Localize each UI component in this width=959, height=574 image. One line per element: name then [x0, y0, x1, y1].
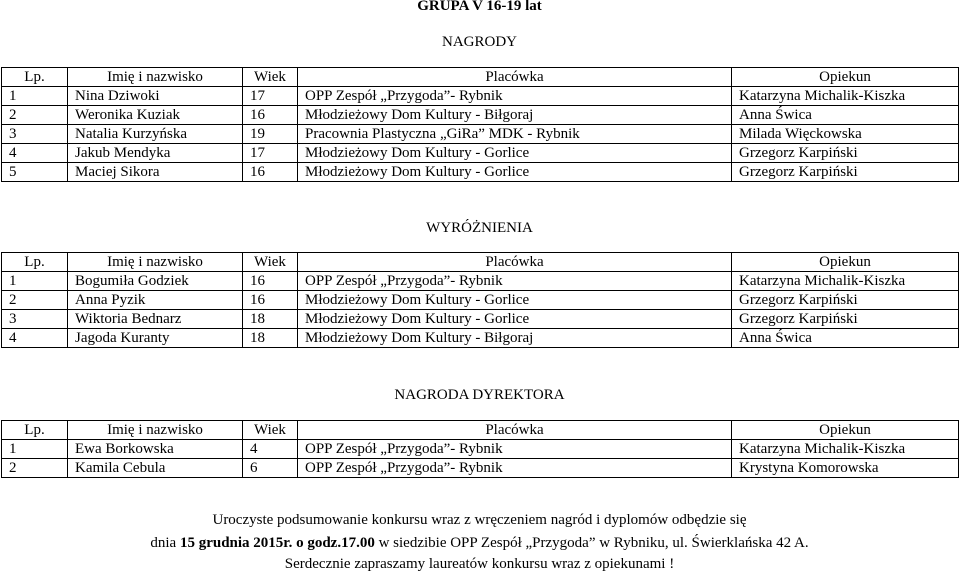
cell-tutor: Katarzyna Michalik-Kiszka	[732, 440, 959, 459]
footer-line-1: Uroczyste podsumowanie konkursu wraz z wręczeniem nagród i dyplomów odbędzie się	[212, 512, 747, 528]
cell-tutor: Katarzyna Michalik-Kiszka	[732, 272, 959, 291]
cell-name: Natalia Kurzyńska	[68, 125, 243, 144]
cell-institution: Młodzieżowy Dom Kultury - Gorlice	[298, 310, 732, 329]
cell-tutor: Grzegorz Karpiński	[732, 310, 959, 329]
table-row	[2, 291, 959, 310]
cell-lp: 1	[2, 272, 68, 291]
table-row	[2, 310, 959, 329]
cell-name: Bogumiła Godziek	[68, 272, 243, 291]
header-age: Wiek	[243, 68, 298, 87]
section-title-wyroznienia: WYRÓŻNIENIA	[426, 220, 533, 236]
cell-institution: Młodzieżowy Dom Kultury - Gorlice	[298, 291, 732, 310]
cell-institution: Młodzieżowy Dom Kultury - Gorlice	[298, 163, 732, 182]
group-title: GRUPA V 16-19 lat	[417, 0, 542, 14]
table-row	[2, 163, 959, 182]
cell-tutor: Krystyna Komorowska	[732, 459, 959, 478]
cell-institution: Młodzieżowy Dom Kultury - Gorlice	[298, 144, 732, 163]
footer-line-3: Serdecznie zapraszamy laureatów konkursu wraz z opiekunami !	[284, 556, 675, 572]
header-age: Wiek	[243, 253, 298, 272]
table-row	[2, 144, 959, 163]
header-name: Imię i nazwisko	[68, 253, 243, 272]
cell-name: Jagoda Kuranty	[68, 329, 243, 348]
cell-tutor: Anna Świca	[732, 329, 959, 348]
cell-name: Nina Dziwoki	[68, 87, 243, 106]
table-row	[2, 87, 959, 106]
header-lp: Lp.	[2, 421, 68, 440]
table-row	[2, 106, 959, 125]
section-title-nagroda-dyrektora: NAGRODA DYREKTORA	[394, 387, 565, 403]
cell-tutor: Milada Więckowska	[732, 125, 959, 144]
cell-institution: OPP Zespół „Przygoda”- Rybnik	[298, 87, 732, 106]
section-title-nagrody: NAGRODY	[442, 34, 517, 50]
cell-tutor: Grzegorz Karpiński	[732, 163, 959, 182]
footer-line-2	[0, 534, 959, 552]
table-row	[2, 440, 959, 459]
cell-age: 4	[243, 440, 298, 459]
cell-age: 18	[243, 310, 298, 329]
cell-lp: 2	[2, 106, 68, 125]
header-name: Imię i nazwisko	[68, 421, 243, 440]
header-lp: Lp.	[2, 68, 68, 87]
cell-lp: 1	[2, 87, 68, 106]
table-header-row	[2, 421, 959, 440]
table-nagroda-dyrektora	[1, 420, 959, 478]
cell-institution: Młodzieżowy Dom Kultury - Biłgoraj	[298, 329, 732, 348]
cell-age: 16	[243, 291, 298, 310]
cell-lp: 4	[2, 329, 68, 348]
cell-institution: OPP Zespół „Przygoda”- Rybnik	[298, 440, 732, 459]
cell-tutor: Grzegorz Karpiński	[732, 291, 959, 310]
footer-location: w siedzibie OPP Zespół „Przygoda” w Rybniku, ul. Świerklańska 42 A.	[374, 535, 809, 551]
cell-age: 6	[243, 459, 298, 478]
cell-age: 17	[243, 144, 298, 163]
cell-lp: 5	[2, 163, 68, 182]
header-institution: Placówka	[298, 253, 732, 272]
cell-lp: 2	[2, 291, 68, 310]
cell-name: Anna Pyzik	[68, 291, 243, 310]
cell-name: Kamila Cebula	[68, 459, 243, 478]
cell-institution: OPP Zespół „Przygoda”- Rybnik	[298, 459, 732, 478]
cell-lp: 2	[2, 459, 68, 478]
table-row	[2, 329, 959, 348]
header-tutor: Opiekun	[732, 253, 959, 272]
cell-tutor: Anna Świca	[732, 106, 959, 125]
header-lp: Lp.	[2, 253, 68, 272]
cell-age: 17	[243, 87, 298, 106]
table-row	[2, 459, 959, 478]
cell-age: 19	[243, 125, 298, 144]
cell-tutor: Katarzyna Michalik-Kiszka	[732, 87, 959, 106]
footer-date: 15 grudnia 2015r. o godz.17.00	[179, 535, 375, 551]
cell-lp: 4	[2, 144, 68, 163]
cell-lp: 1	[2, 440, 68, 459]
header-tutor: Opiekun	[732, 421, 959, 440]
header-institution: Placówka	[298, 421, 732, 440]
header-tutor: Opiekun	[732, 68, 959, 87]
cell-name: Ewa Borkowska	[68, 440, 243, 459]
cell-lp: 3	[2, 310, 68, 329]
header-institution: Placówka	[298, 68, 732, 87]
cell-name: Weronika Kuziak	[68, 106, 243, 125]
cell-age: 16	[243, 106, 298, 125]
header-age: Wiek	[243, 421, 298, 440]
cell-institution: Pracownia Plastyczna „GiRa” MDK - Rybnik	[298, 125, 732, 144]
footer-day-prefix: dnia	[150, 535, 180, 551]
table-row	[2, 272, 959, 291]
cell-tutor: Grzegorz Karpiński	[732, 144, 959, 163]
cell-age: 16	[243, 163, 298, 182]
cell-age: 18	[243, 329, 298, 348]
cell-name: Maciej Sikora	[68, 163, 243, 182]
table-row	[2, 125, 959, 144]
table-wyroznienia	[1, 252, 959, 348]
table-header-row	[2, 253, 959, 272]
cell-institution: OPP Zespół „Przygoda”- Rybnik	[298, 272, 732, 291]
cell-institution: Młodzieżowy Dom Kultury - Biłgoraj	[298, 106, 732, 125]
cell-name: Wiktoria Bednarz	[68, 310, 243, 329]
table-nagrody	[1, 67, 959, 182]
cell-name: Jakub Mendyka	[68, 144, 243, 163]
cell-lp: 3	[2, 125, 68, 144]
table-header-row	[2, 68, 959, 87]
header-name: Imię i nazwisko	[68, 68, 243, 87]
cell-age: 16	[243, 272, 298, 291]
